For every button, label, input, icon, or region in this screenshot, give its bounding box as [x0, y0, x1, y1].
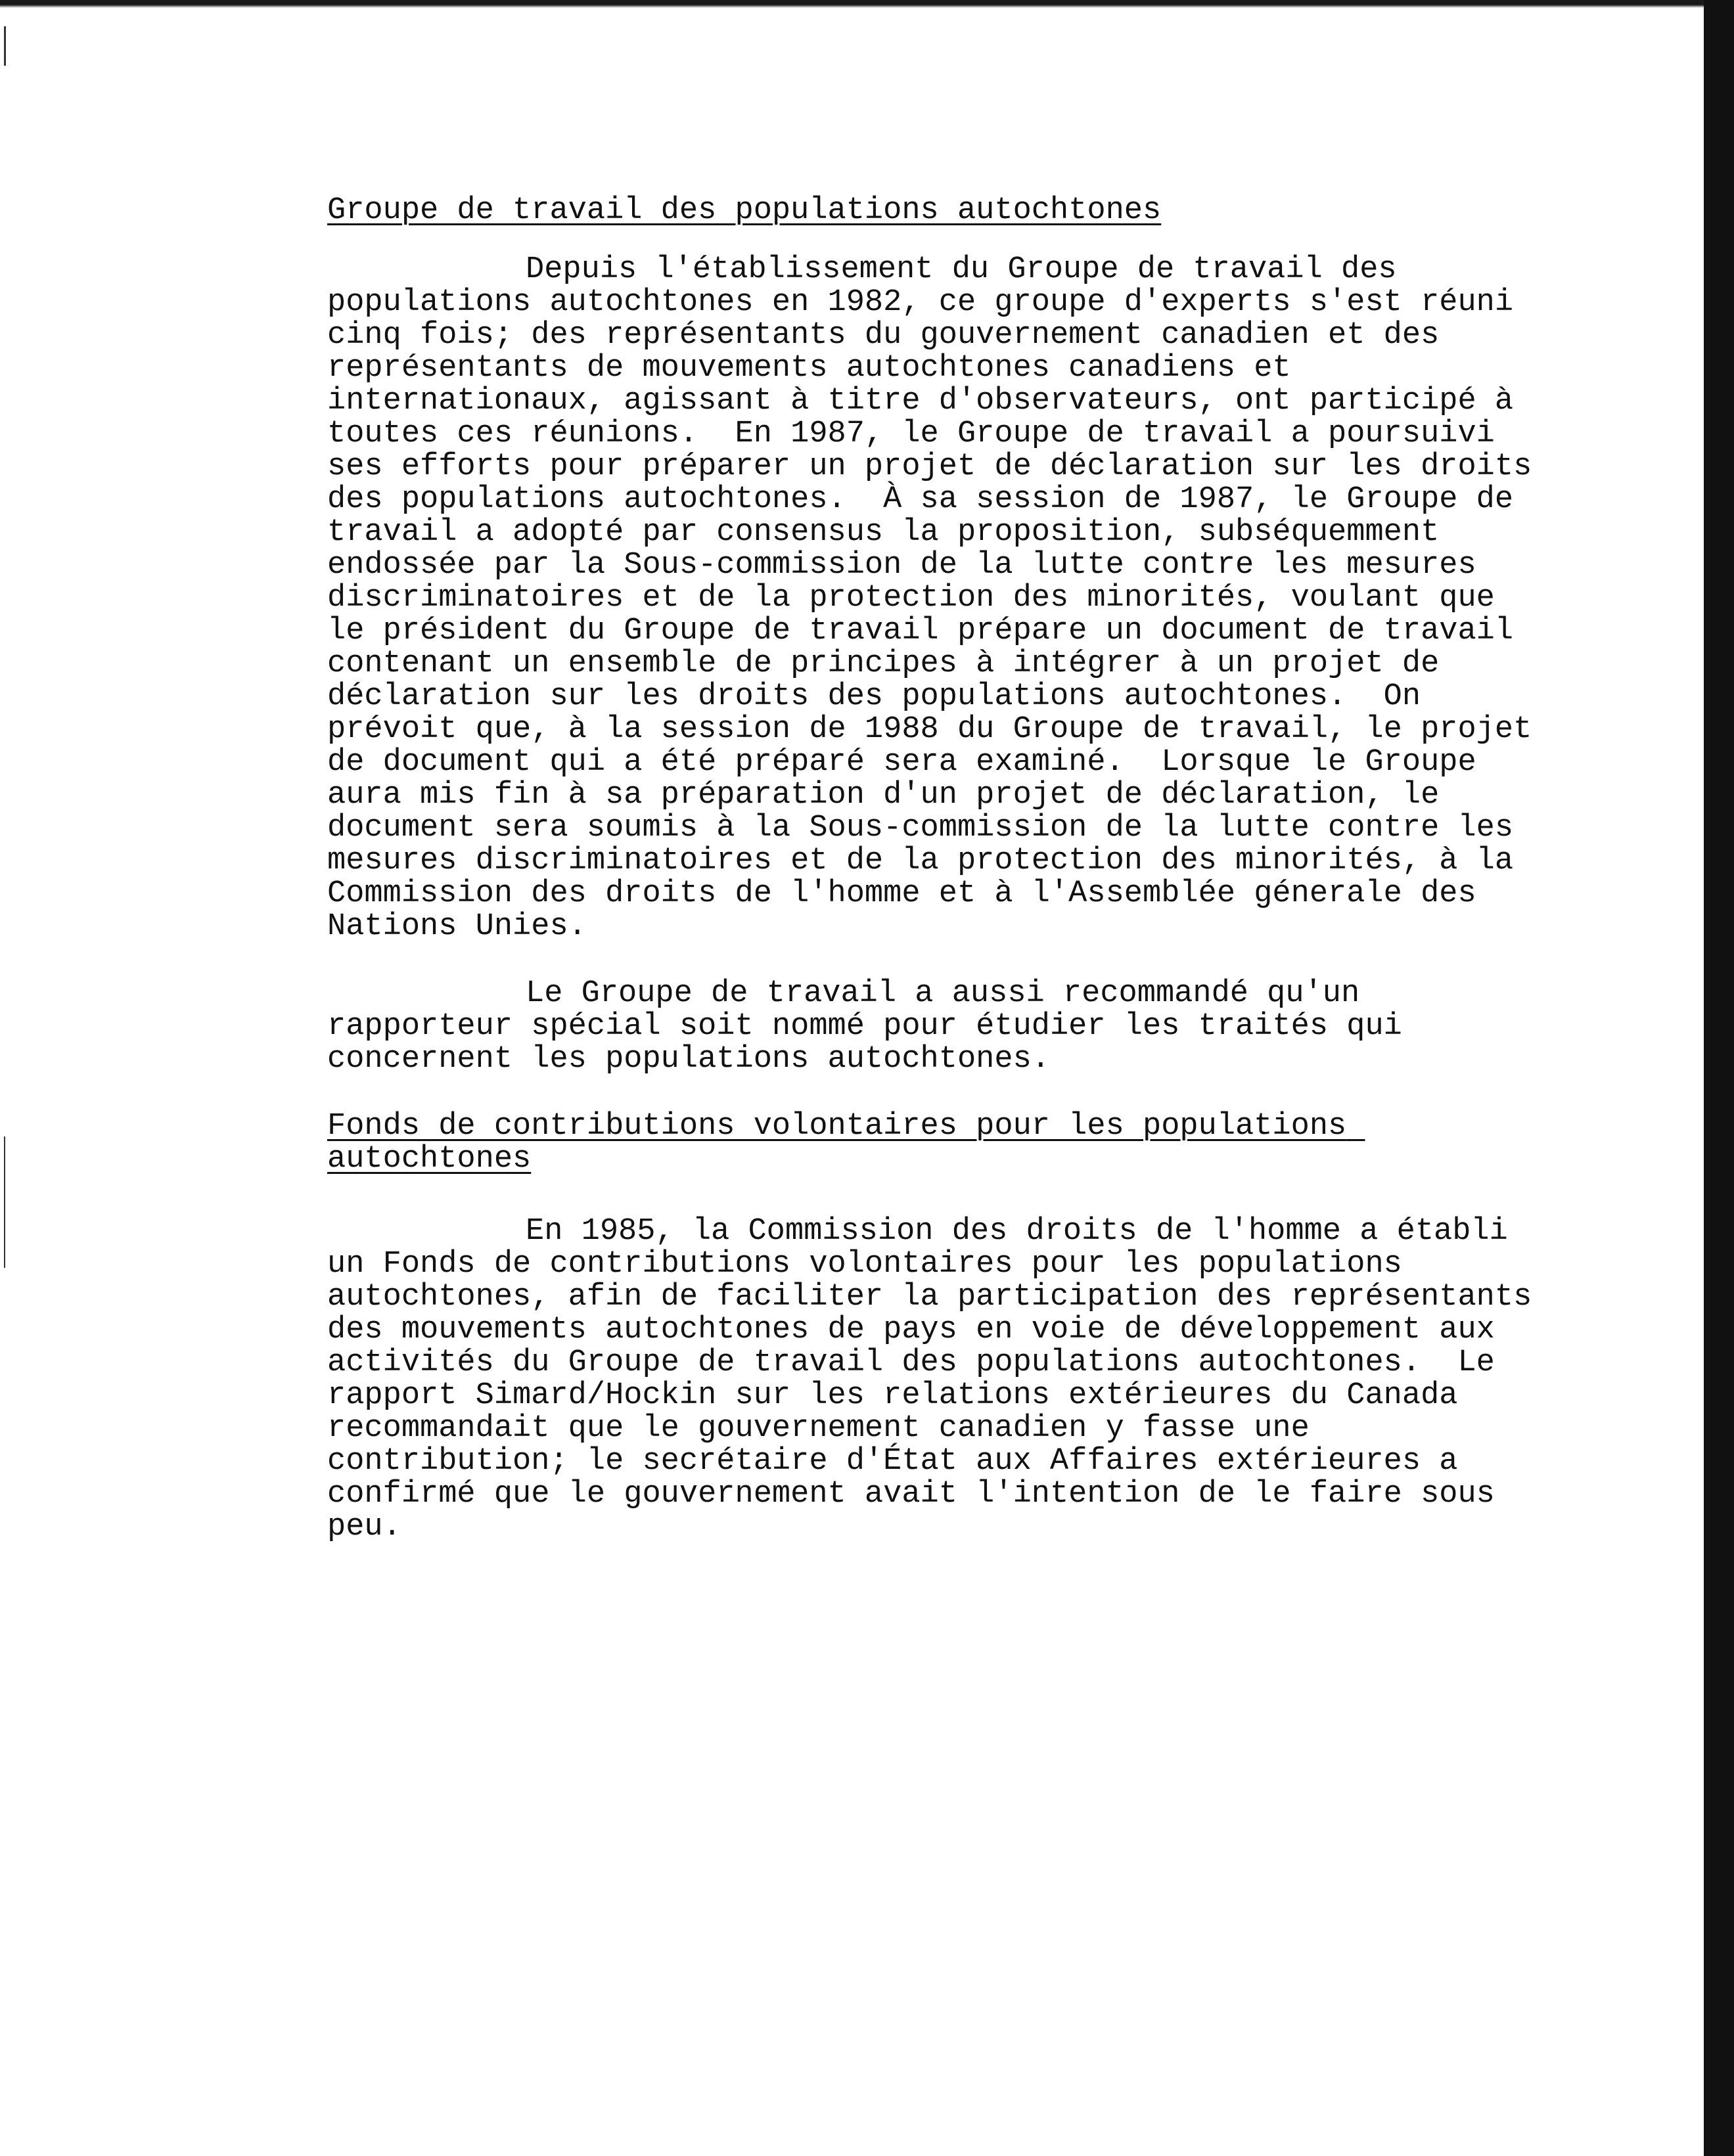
paragraph: Le Groupe de travail a aussi recommandé qu'un rapporteur spécial soit nommé pour étudier les traités qui concernent les populations autochtones. — [327, 976, 1421, 1077]
section-heading: Fonds de contributions volontaires pour les populations autochtones — [327, 1109, 1365, 1177]
spacer — [327, 1076, 1536, 1110]
scan-left-mark — [4, 1136, 5, 1268]
scan-left-mark — [4, 26, 6, 66]
paragraph: Depuis l'établissement du Groupe de travail des populations autochtones en 1982, ce groupe d'experts s'est réuni cinq fois; des représentants du gouvernement canadien et des représentants de mouvements autochtones canadiens et internationaux, agissant à titre d'observateurs, ont participé à toutes ces réunions. En 1987, le Groupe de travail a poursuivi ses efforts pour préparer un projet de déclaration sur les droits des populations autochtones. À sa session de 1987, le Groupe de travail a adopté par consensus la proposition, subséquemment endossée par la Sous-commission de la lutte contre les mesures discriminatoires et de la protection des minorités, voulant que le président du Groupe de travail prépare un document de travail contenant un ensemble de principes à intégrer à un projet de déclaration sur les droits des populations autochtones. On prévoit que, à la session de 1988 du Groupe de travail, le projet de document qui a été préparé sera examiné. Lorsque le Groupe aura mis fin à sa préparation d'un projet de déclaration, le document sera soumis à la Sous-commission de la lutte contre les mesures discriminatoires et de la protection des minorités, à la Commission des droits de l'homme et à l'Assemblée génerale des Nations Unies. — [327, 252, 1551, 944]
spacer — [327, 227, 1536, 254]
spacer — [327, 1176, 1536, 1215]
scan-top-border — [0, 0, 1734, 8]
paragraph: En 1985, la Commission des droits de l'homme a établi un Fonds de contributions volontaires pour les populations autochtones, afin de faciliter la participation des représentants des mouvements autochtones de pays en voie de développement aux activités du Groupe de travail des populations autochtones. Le rapport Simard/Hockin sur les relations extérieures du Canada recommandait que le gouvernement canadien y fasse une contribution; le secrétaire d'État aux Affaires extérieures a confirmé que le gouvernement avait l'intention de le faire sous peu. — [327, 1214, 1551, 1544]
scan-right-border — [1704, 0, 1734, 2156]
section-heading: Groupe de travail des populations autochtones — [327, 193, 1162, 228]
document-page — [327, 193, 1551, 1544]
spacer — [327, 943, 1536, 977]
